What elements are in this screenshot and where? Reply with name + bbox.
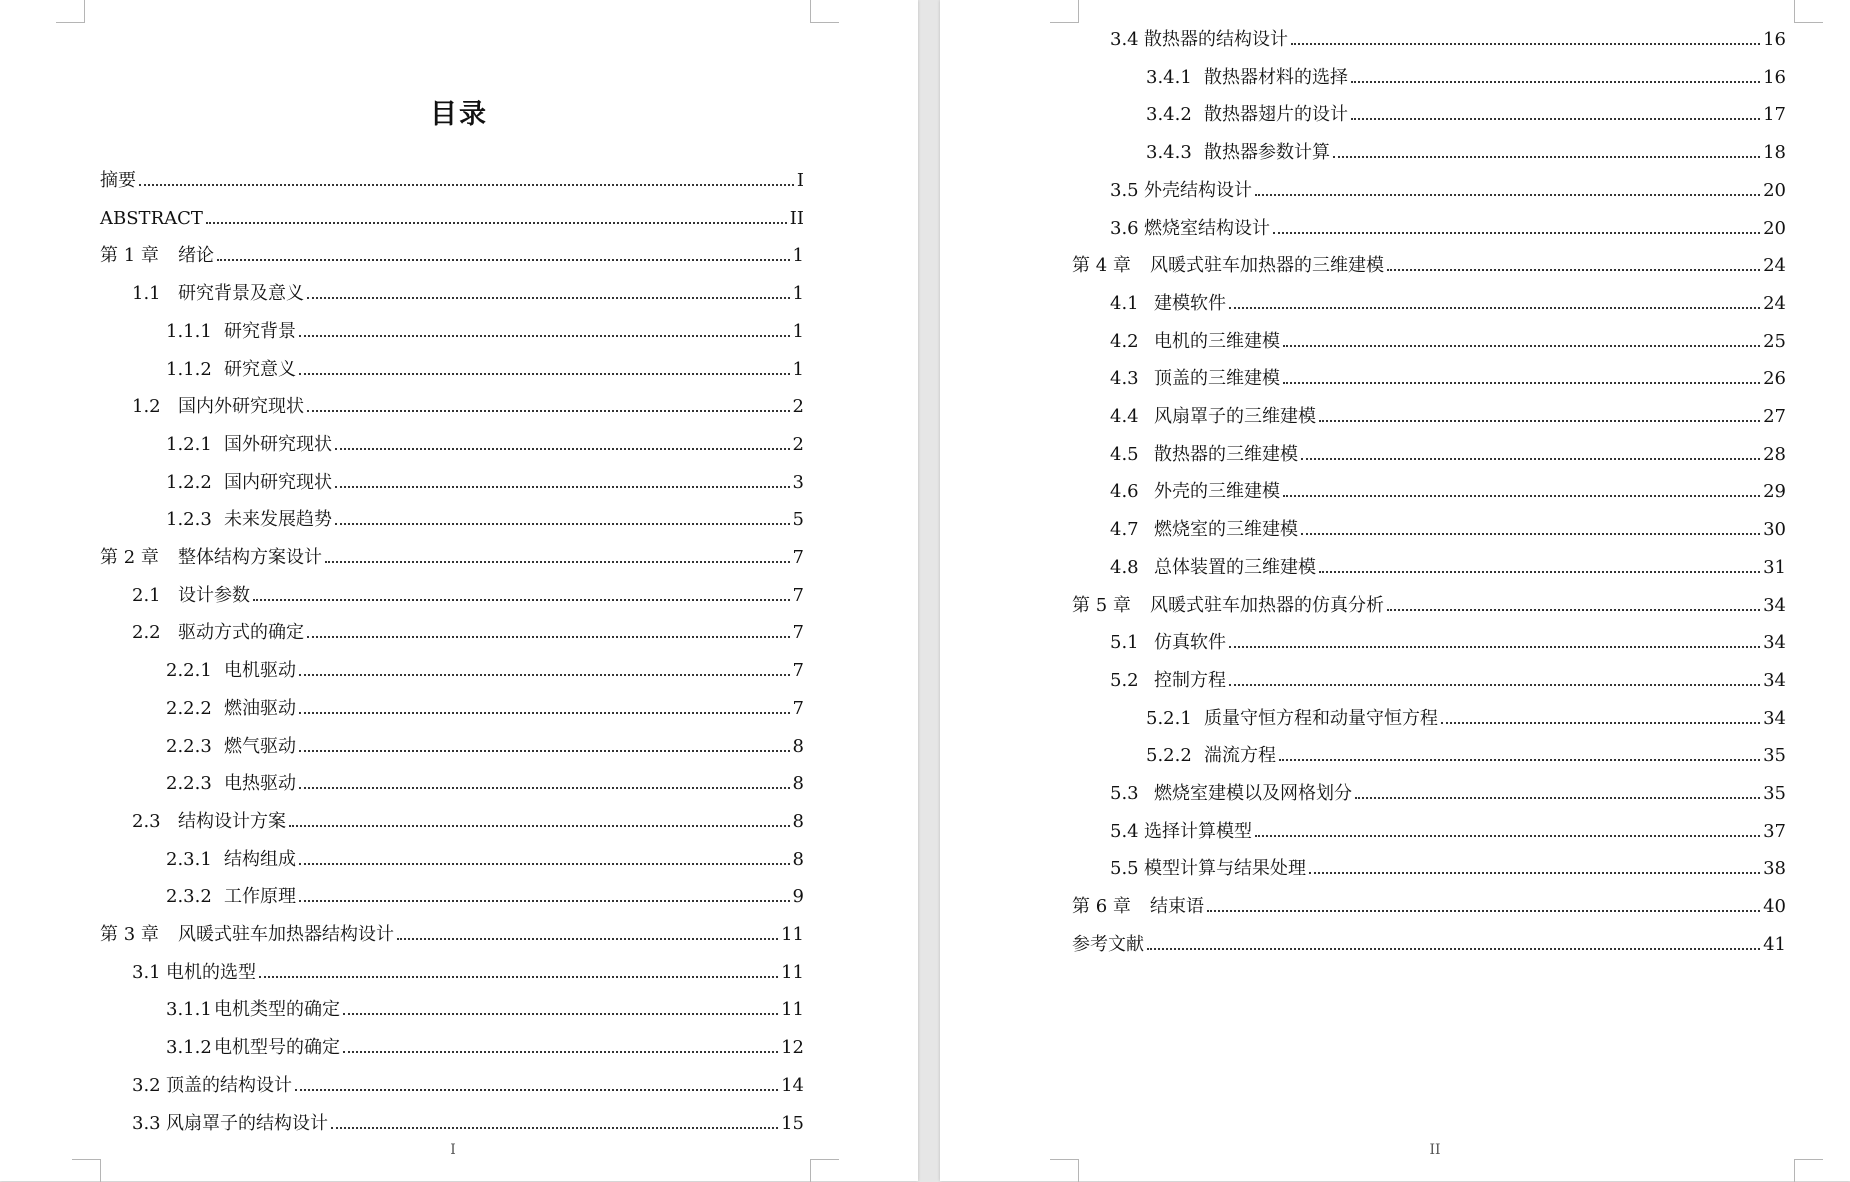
- toc-dot-leader: [1229, 646, 1760, 648]
- toc-dot-leader: [259, 976, 778, 978]
- toc-dot-leader: [1387, 269, 1760, 271]
- toc-entry-title: 湍流方程: [1204, 745, 1276, 767]
- toc-entry-page: 2: [792, 433, 804, 455]
- toc-entry-number: 4.2: [1110, 330, 1139, 352]
- toc-entry-title: 工作原理: [224, 886, 296, 908]
- toc-entry-number: 3.5: [1110, 179, 1139, 201]
- toc-dot-leader: [1147, 948, 1760, 950]
- toc-dot-leader: [299, 712, 790, 714]
- toc-entry[interactable]: [100, 547, 804, 569]
- toc-entry-number: 2.1: [132, 584, 161, 606]
- toc-entry-number: 4.1: [1110, 292, 1139, 314]
- toc-entry-title: 散热器参数计算: [1204, 142, 1330, 164]
- toc-entry-page: 24: [1763, 292, 1786, 314]
- toc-dot-leader: [1309, 872, 1760, 874]
- page-corner-mark: [1794, 1159, 1823, 1182]
- toc-title: 目录: [430, 99, 488, 130]
- toc-dot-leader: [335, 486, 790, 488]
- toc-entry-number: 5.2: [1110, 669, 1139, 691]
- toc-entry-title: 质量守恒方程和动量守恒方程: [1204, 707, 1438, 729]
- page-number: I: [450, 1142, 456, 1158]
- toc-dot-leader: [1387, 609, 1760, 611]
- toc-entry[interactable]: [1072, 595, 1786, 617]
- toc-entry-page: 31: [1763, 556, 1786, 578]
- toc-dot-leader: [1441, 722, 1760, 724]
- toc-entry-title: 结构组成: [224, 848, 296, 870]
- toc-entry-title: 电热驱动: [224, 773, 296, 795]
- toc-entry-page: 5: [792, 509, 804, 531]
- toc-entry-title: 国内研究现状: [224, 471, 332, 493]
- page-corner-mark: [72, 1159, 101, 1182]
- toc-entry[interactable]: [100, 245, 804, 267]
- toc-entry-number: 第 4 章: [1072, 255, 1131, 277]
- page-corner-mark: [56, 0, 85, 23]
- toc-entry-title: 控制方程: [1154, 669, 1226, 691]
- toc-dot-leader: [307, 297, 790, 299]
- toc-dot-leader: [1333, 156, 1760, 158]
- toc-entry[interactable]: [1110, 331, 1786, 353]
- page-corner-mark: [810, 1159, 839, 1182]
- toc-dot-leader: [1301, 533, 1760, 535]
- toc-entry-number: 第 5 章: [1072, 594, 1131, 616]
- toc-entry[interactable]: [1110, 29, 1786, 51]
- toc-entry-page: 16: [1763, 66, 1786, 88]
- toc-entry[interactable]: [1110, 481, 1786, 503]
- toc-entry-number: 5.2.2: [1146, 745, 1192, 767]
- toc-dot-leader: [307, 410, 790, 412]
- toc-dot-leader: [1319, 571, 1760, 573]
- toc-entry[interactable]: [1110, 670, 1786, 692]
- toc-dot-leader: [1351, 118, 1760, 120]
- toc-entry-title: 散热器材料的选择: [1204, 66, 1348, 88]
- toc-entry[interactable]: [1110, 519, 1786, 541]
- toc-entry-number: 3.3: [132, 1112, 161, 1134]
- toc-entry-title: 选择计算模型: [1144, 820, 1252, 842]
- toc-dot-leader: [335, 448, 790, 450]
- toc-entry-page: 7: [792, 622, 804, 644]
- toc-entry-title: 燃油驱动: [224, 697, 296, 719]
- toc-entry-page: 1: [792, 358, 804, 380]
- toc-entry-page: 28: [1763, 443, 1786, 465]
- toc-entry[interactable]: [166, 321, 804, 343]
- toc-entry[interactable]: [1110, 632, 1786, 654]
- toc-entry[interactable]: [1072, 896, 1786, 918]
- toc-entry-number: 3.4: [1110, 29, 1139, 50]
- toc-entry[interactable]: [166, 849, 804, 871]
- toc-entry[interactable]: [1110, 218, 1786, 240]
- toc-entry-page: 27: [1763, 406, 1786, 427]
- toc-dot-leader: [343, 1013, 778, 1015]
- toc-entry-number: 1.1: [132, 283, 161, 305]
- toc-entry-page: 7: [792, 584, 804, 606]
- toc-entry-number: 4.3: [1110, 368, 1139, 390]
- toc-entry-title: 顶盖的三维建模: [1154, 368, 1280, 390]
- toc-dot-leader: [253, 599, 790, 601]
- toc-entry-title: 整体结构方案设计: [178, 547, 322, 568]
- toc-entry-title: 散热器翅片的设计: [1204, 104, 1348, 126]
- toc-entry-title: 风暖式驻车加热器结构设计: [178, 924, 394, 945]
- toc-entry[interactable]: [1072, 934, 1786, 956]
- toc-entry-page: 8: [792, 735, 804, 757]
- toc-entry-title: 研究背景及意义: [178, 283, 304, 305]
- toc-dot-leader: [335, 523, 790, 525]
- toc-entry-number: 4.4: [1110, 406, 1139, 427]
- toc-dot-leader: [1319, 420, 1760, 422]
- toc-entry-title: 未来发展趋势: [224, 509, 332, 531]
- toc-entry-title: 总体装置的三维建模: [1154, 556, 1316, 578]
- toc-entry[interactable]: [1110, 821, 1786, 843]
- toc-dot-leader: [1229, 684, 1760, 686]
- toc-entry-title: 燃烧室结构设计: [1144, 217, 1270, 239]
- toc-dot-leader: [397, 938, 778, 940]
- toc-entry-title: 参考文献: [1072, 933, 1144, 955]
- toc-dot-leader: [299, 787, 790, 789]
- toc-entry-page: 1: [792, 320, 804, 342]
- toc-dot-leader: [1301, 458, 1760, 460]
- toc-entry-title: 燃烧室的三维建模: [1154, 519, 1298, 541]
- toc-entry-title: 燃烧室建模以及网格划分: [1154, 783, 1352, 804]
- toc-entry-title: 结构设计方案: [178, 810, 286, 832]
- toc-entry[interactable]: [100, 170, 804, 192]
- toc-dot-leader: [299, 863, 790, 865]
- toc-entry[interactable]: [1146, 708, 1786, 730]
- page-corner-mark: [1794, 0, 1823, 23]
- toc-entry[interactable]: [1146, 67, 1786, 89]
- toc-entry[interactable]: [132, 622, 804, 644]
- toc-entry-page: 25: [1763, 330, 1786, 352]
- toc-dot-leader: [1255, 835, 1760, 837]
- toc-entry-number: 4.5: [1110, 443, 1139, 465]
- toc-entry-title: 风扇罩子的结构设计: [166, 1112, 328, 1134]
- toc-entry-title: 散热器的三维建模: [1154, 443, 1298, 465]
- toc-entry-number: 第 3 章: [100, 924, 159, 945]
- toc-entry-number: 3.4.3: [1146, 142, 1192, 164]
- toc-entry-title: 风暖式驻车加热器的仿真分析: [1150, 594, 1384, 616]
- toc-entry-page: 17: [1763, 104, 1786, 126]
- toc-entry-page: 7: [792, 547, 804, 568]
- toc-entry-number: 2.2.1: [166, 660, 212, 682]
- toc-dot-leader: [217, 259, 790, 261]
- toc-entry-title: ABSTRACT: [100, 207, 203, 229]
- toc-dot-leader: [295, 1089, 778, 1091]
- toc-dot-leader: [307, 636, 790, 638]
- toc-entry-title: 电机型号的确定: [214, 1037, 340, 1059]
- toc-entry[interactable]: [166, 886, 804, 908]
- toc-entry-title: 国内外研究现状: [178, 396, 304, 418]
- toc-dot-leader: [299, 900, 790, 902]
- toc-entry-title: 设计参数: [178, 584, 250, 606]
- toc-entry-number: 2.2.2: [166, 697, 212, 719]
- toc-entry-number: 3.1: [132, 961, 161, 983]
- toc-entry-title: 外壳结构设计: [1144, 179, 1252, 201]
- toc-entry[interactable]: [166, 359, 804, 381]
- toc-entry[interactable]: [1110, 557, 1786, 579]
- toc-entry-title: 风暖式驻车加热器的三维建模: [1150, 255, 1384, 277]
- toc-entry-title: 摘要: [100, 170, 136, 191]
- toc-entry-page: 20: [1763, 179, 1786, 201]
- toc-entry-page: 34: [1763, 632, 1786, 654]
- toc-entry-number: 2.2.3: [166, 735, 212, 757]
- toc-entry-page: 11: [781, 924, 804, 945]
- toc-entry-page: 35: [1763, 745, 1786, 767]
- toc-entry-page: 12: [781, 1037, 804, 1059]
- toc-entry-number: 5.1: [1110, 632, 1139, 654]
- toc-entry-title: 绪论: [178, 245, 214, 267]
- toc-entry-number: 3.4.1: [1146, 66, 1192, 88]
- toc-entry[interactable]: [100, 924, 804, 946]
- toc-entry[interactable]: [166, 773, 804, 795]
- toc-entry[interactable]: [132, 396, 804, 418]
- toc-entry-page: 34: [1763, 594, 1786, 616]
- toc-entry-number: 2.3.2: [166, 886, 212, 908]
- toc-dot-leader: [206, 222, 787, 224]
- toc-entry-title: 顶盖的结构设计: [166, 1074, 292, 1096]
- toc-entry-title: 散热器的结构设计: [1144, 29, 1288, 50]
- toc-entry-number: 1.2.1: [166, 433, 212, 455]
- toc-entry-page: 7: [792, 697, 804, 719]
- toc-entry-number: 1.2.3: [166, 509, 212, 531]
- toc-entry-page: 26: [1763, 368, 1786, 390]
- toc-entry[interactable]: [1110, 444, 1786, 466]
- toc-entry[interactable]: [166, 660, 804, 682]
- toc-entry-title: 研究背景: [224, 320, 296, 342]
- page-corner-mark: [1050, 0, 1079, 23]
- toc-entry[interactable]: [166, 1037, 804, 1059]
- toc-entry-title: 研究意义: [224, 358, 296, 380]
- toc-entry-title: 仿真软件: [1154, 632, 1226, 654]
- toc-entry-page: 11: [781, 961, 804, 983]
- document-page-2: [940, 0, 1850, 1181]
- toc-entry-number: 4.6: [1110, 481, 1139, 503]
- toc-entry-number: 1.2.2: [166, 471, 212, 493]
- toc-dot-leader: [1283, 345, 1760, 347]
- toc-entry-number: 3.2: [132, 1074, 161, 1096]
- toc-dot-leader: [299, 373, 790, 375]
- toc-dot-leader: [1291, 43, 1760, 45]
- toc-entry-page: 8: [792, 810, 804, 832]
- toc-entry-number: 2.2.3: [166, 773, 212, 795]
- toc-entry[interactable]: [1146, 104, 1786, 126]
- toc-entry[interactable]: [1146, 745, 1786, 767]
- toc-dot-leader: [1283, 495, 1760, 497]
- toc-entry[interactable]: [1110, 293, 1786, 315]
- toc-entry-number: 第 6 章: [1072, 896, 1131, 918]
- toc-entry[interactable]: [132, 585, 804, 607]
- toc-dot-leader: [325, 561, 790, 563]
- toc-dot-leader: [1283, 382, 1760, 384]
- toc-entry-title: 外壳的三维建模: [1154, 481, 1280, 503]
- toc-entry-title: 风扇罩子的三维建模: [1154, 406, 1316, 427]
- toc-entry-title: 结束语: [1150, 896, 1204, 918]
- toc-entry-number: 3.1.2: [166, 1037, 212, 1059]
- toc-entry[interactable]: [132, 811, 804, 833]
- toc-entry-number: 5.3: [1110, 783, 1139, 804]
- toc-entry-number: 第 2 章: [100, 547, 159, 568]
- toc-dot-leader: [139, 184, 794, 186]
- toc-entry[interactable]: [132, 1113, 804, 1135]
- toc-entry[interactable]: [1110, 368, 1786, 390]
- toc-entry-page: 3: [792, 471, 804, 493]
- toc-entry-page: 9: [792, 886, 804, 908]
- toc-entry-title: 电机的三维建模: [1154, 330, 1280, 352]
- toc-entry-page: 14: [781, 1074, 804, 1096]
- toc-entry-page: 34: [1763, 707, 1786, 729]
- toc-entry-page: 29: [1763, 481, 1786, 503]
- toc-dot-leader: [1273, 232, 1760, 234]
- toc-dot-leader: [1355, 797, 1760, 799]
- toc-entry-number: 3.6: [1110, 217, 1139, 239]
- toc-entry[interactable]: [1110, 858, 1786, 880]
- page-number: II: [1429, 1142, 1441, 1158]
- toc-dot-leader: [343, 1051, 778, 1053]
- toc-entry-number: 1.1.2: [166, 358, 212, 380]
- toc-entry[interactable]: [166, 472, 804, 494]
- toc-dot-leader: [299, 674, 790, 676]
- toc-entry[interactable]: [1110, 180, 1786, 202]
- toc-entry-number: 5.2.1: [1146, 707, 1192, 729]
- toc-entry-page: 37: [1763, 820, 1786, 842]
- toc-entry-page: 24: [1763, 255, 1786, 277]
- toc-entry-number: 2.3.1: [166, 848, 212, 870]
- toc-entry[interactable]: [132, 283, 804, 305]
- toc-entry-page: 11: [781, 999, 804, 1021]
- toc-entry-page: 38: [1763, 858, 1786, 880]
- toc-entry-page: 8: [792, 848, 804, 870]
- toc-entry-page: 1: [792, 283, 804, 305]
- toc-entry-page: 20: [1763, 217, 1786, 239]
- document-page-1: [0, 0, 918, 1181]
- toc-entry-page: 16: [1763, 29, 1786, 50]
- toc-dot-leader: [1255, 194, 1760, 196]
- toc-entry-page: 41: [1763, 933, 1786, 955]
- toc-entry-title: 建模软件: [1154, 292, 1226, 314]
- toc-dot-leader: [299, 750, 790, 752]
- toc-entry[interactable]: [1072, 255, 1786, 277]
- toc-entry-number: 1.1.1: [166, 320, 212, 342]
- toc-dot-leader: [1229, 307, 1760, 309]
- toc-entry-title: 模型计算与结果处理: [1144, 858, 1306, 880]
- toc-entry-title: 驱动方式的确定: [178, 622, 304, 644]
- toc-entry-page: 7: [792, 660, 804, 682]
- toc-entry-page: 8: [792, 773, 804, 795]
- toc-dot-leader: [289, 825, 790, 827]
- toc-entry-page: 18: [1763, 142, 1786, 164]
- toc-entry-title: 电机的选型: [166, 961, 256, 983]
- page-corner-mark: [1050, 1159, 1079, 1182]
- toc-dot-leader: [1207, 910, 1760, 912]
- toc-entry-page: 34: [1763, 669, 1786, 691]
- toc-entry-title: 国外研究现状: [224, 433, 332, 455]
- toc-dot-leader: [1279, 759, 1760, 761]
- toc-entry-page: 15: [781, 1112, 804, 1134]
- toc-entry-page: II: [789, 207, 804, 229]
- toc-entry-number: 4.7: [1110, 519, 1139, 541]
- toc-entry[interactable]: [132, 1075, 804, 1097]
- toc-entry-page: 30: [1763, 519, 1786, 541]
- toc-entry-number: 第 1 章: [100, 245, 159, 267]
- toc-entry-page: I: [796, 170, 804, 191]
- toc-dot-leader: [331, 1127, 778, 1129]
- toc-entry-page: 1: [792, 245, 804, 267]
- toc-entry-number: 2.3: [132, 810, 161, 832]
- toc-entry[interactable]: [166, 434, 804, 456]
- toc-dot-leader: [1351, 81, 1760, 83]
- toc-entry[interactable]: [1110, 406, 1786, 428]
- toc-entry[interactable]: [100, 208, 804, 230]
- toc-entry[interactable]: [166, 698, 804, 720]
- toc-entry-number: 3.4.2: [1146, 104, 1192, 126]
- toc-entry-title: 电机类型的确定: [214, 999, 340, 1021]
- toc-entry-page: 2: [792, 396, 804, 418]
- toc-entry[interactable]: [166, 999, 804, 1021]
- toc-entry-page: 35: [1763, 783, 1786, 804]
- toc-entry-number: 5.5: [1110, 858, 1139, 880]
- toc-entry[interactable]: [1110, 783, 1786, 805]
- toc-entry[interactable]: [166, 736, 804, 758]
- toc-entry[interactable]: [1146, 142, 1786, 164]
- toc-entry-number: 1.2: [132, 396, 161, 418]
- toc-entry-number: 3.1.1: [166, 999, 212, 1021]
- page-corner-mark: [810, 0, 839, 23]
- toc-entry-number: 5.4: [1110, 820, 1139, 842]
- toc-entry-title: 燃气驱动: [224, 735, 296, 757]
- toc-entry-page: 40: [1763, 896, 1786, 918]
- toc-entry[interactable]: [132, 962, 804, 984]
- toc-entry-number: 4.8: [1110, 556, 1139, 578]
- toc-entry-title: 电机驱动: [224, 660, 296, 682]
- toc-entry-number: 2.2: [132, 622, 161, 644]
- toc-dot-leader: [299, 335, 790, 337]
- toc-entry[interactable]: [166, 509, 804, 531]
